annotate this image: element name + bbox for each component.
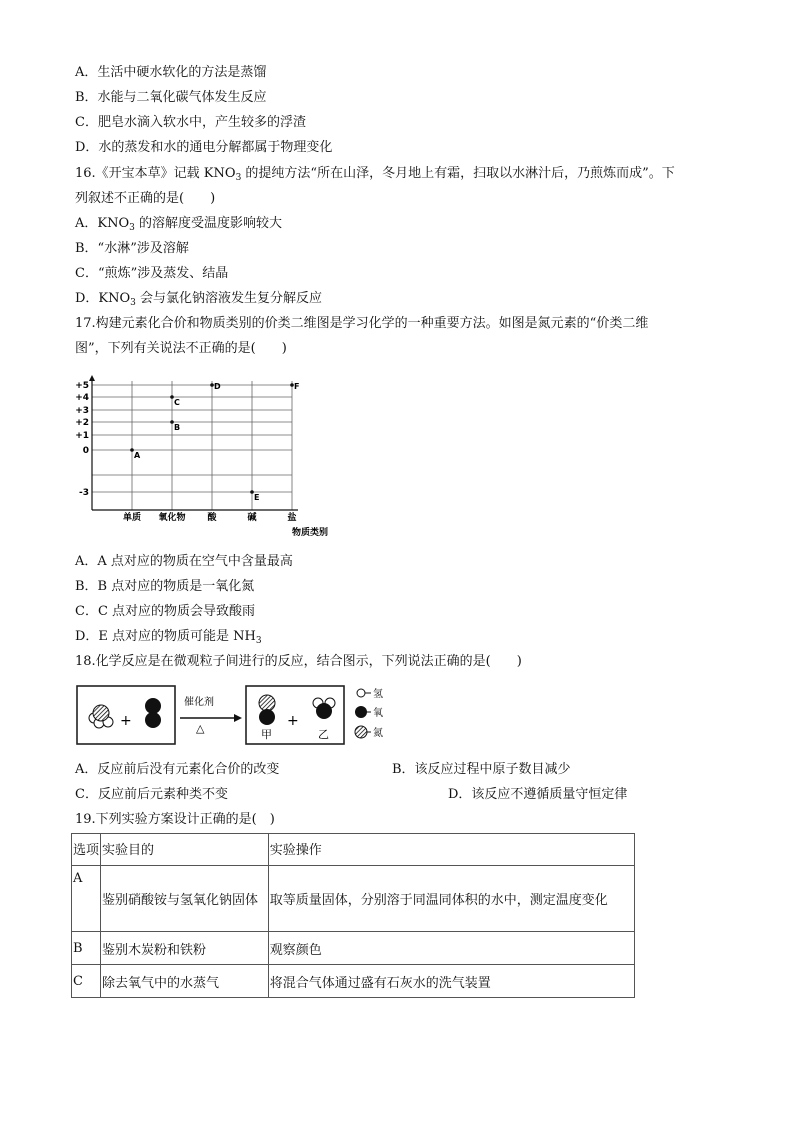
q15-option-b: B．水能与二氧化碳气体发生反应 (75, 90, 267, 105)
row-operation: 将混合气体通过盛有石灰水的洗气装置 (268, 965, 634, 998)
chart-y-tick-label: 0 (82, 446, 89, 456)
chart-category-label: 碱 (247, 513, 257, 523)
q17-option-b: B．B 点对应的物质是一氧化氮 (75, 579, 255, 594)
reactant-molecule-nitrogen-hydrogen (89, 705, 113, 728)
plus-sign-1: + (120, 713, 132, 729)
legend-nitrogen-label: 氮 (373, 728, 383, 739)
chart-category-label: 单质 (122, 513, 142, 523)
experiment-table (71, 833, 635, 998)
chart-category-label: 酸 (207, 513, 217, 523)
chart-point-label: F (294, 382, 300, 391)
q17-stem-line2: 图”，下列有关说法不正确的是( ) (75, 341, 287, 356)
row-operation: 观察颜色 (268, 932, 634, 965)
legend-oxygen-label: 氧 (373, 708, 383, 719)
legend-oxygen-icon (355, 706, 367, 718)
row-operation: 取等质量固体，分别溶于同温同体积的水中，测定温度变化 (268, 866, 634, 932)
q18-option-b: B．该反应过程中原子数目减少 (392, 762, 571, 777)
chart-y-tick-label: -3 (79, 488, 89, 498)
atom-legend (355, 687, 383, 739)
chart-y-tick-label: +3 (75, 406, 89, 416)
q18-option-d: D．该反应不遵循质量守恒定律 (448, 787, 628, 802)
reaction-diagram (74, 680, 404, 750)
table-row (72, 932, 635, 965)
chart-point-label: B (174, 423, 181, 432)
row-goal: 除去氧气中的水蒸气 (100, 965, 268, 998)
q16-stem: 16.《开宝本草》记载 $KNO_3$ 的提纯方法“所在山泽，冬月地上有霜，扫取以水淋汁后，乃煎炼而成”。下 (75, 166, 675, 183)
q17-option-d: D．E 点对应的物质可能是 $NH_3$ (75, 629, 262, 646)
chart-y-tick-label: +1 (75, 431, 89, 441)
table-row (72, 965, 635, 998)
q19-stem: 19.下列实验方案设计正确的是( ) (75, 812, 275, 827)
q18-stem: 18.化学反应是在微观粒子间进行的反应，结合图示，下列说法正确的是( ) (75, 654, 522, 669)
chart-point-label: A (134, 451, 141, 460)
row-option: B (72, 932, 101, 965)
q17-option-a: A．A 点对应的物质在空气中含量最高 (75, 554, 293, 569)
row-option: C (72, 965, 101, 998)
chart-point-label: D (214, 382, 221, 391)
valence-class-chart (70, 375, 340, 545)
q17-stem: 17.构建元素化合价和物质类别的价类二维图是学习化学的一种重要方法。如图是氮元素的“价类二维 (75, 316, 649, 331)
header-operation: 实验操作 (268, 834, 634, 866)
product-molecule-jia (259, 695, 275, 725)
header-option: 选项 (72, 834, 101, 866)
chart-category-label: 盐 (287, 513, 297, 523)
q16-option-b: B．“水淋”涉及溶解 (75, 241, 189, 256)
chart-category-label: 氧化物 (158, 513, 186, 523)
q15-option-c: C．肥皂水滴入软水中，产生较多的浮渣 (75, 115, 306, 130)
product-label-jia: 甲 (261, 728, 272, 741)
q18-option-c: C．反应前后元素种类不变 (75, 787, 228, 802)
q15-option-d: D．水的蒸发和水的通电分解都属于物理变化 (75, 140, 333, 155)
q16-option-d: D．$KNO_3$ 会与氯化钠溶液发生复分解反应 (75, 291, 323, 308)
chart-y-tick-label: +4 (75, 393, 89, 403)
row-goal: 鉴别硝酸铵与氢氧化钠固体 (100, 866, 268, 932)
table-header-row (72, 834, 635, 866)
q15-option-a: A．生活中硬水软化的方法是蒸馏 (75, 65, 267, 80)
legend-hydrogen-label: 氢 (373, 689, 383, 700)
legend-hydrogen-icon (357, 689, 365, 697)
chart-point-label: E (254, 493, 260, 502)
row-goal: 鉴别木炭粉和铁粉 (100, 932, 268, 965)
chart-y-tick-label: +5 (75, 381, 89, 391)
q16-stem-line2: 列叙述不正确的是( ) (75, 191, 216, 206)
reactant-molecule-oxygen (145, 698, 161, 728)
q18-option-a: A．反应前后没有元素化合价的改变 (75, 762, 280, 777)
chart-y-axis-arrow (89, 375, 95, 381)
q17-option-c: C．C 点对应的物质会导致酸雨 (75, 604, 256, 619)
header-goal: 实验目的 (100, 834, 268, 866)
chart-point-label: C (174, 398, 180, 407)
chart-x-axis-label: 物质类别 (292, 528, 329, 538)
product-label-yi: 乙 (318, 728, 329, 741)
table-row (72, 866, 635, 932)
chart-y-tick-label: +2 (75, 418, 89, 428)
plus-sign-2: + (287, 713, 299, 729)
heat-symbol: △ (196, 722, 205, 735)
q16-option-a: A．$KNO_3$ 的溶解度受温度影响较大 (75, 216, 283, 233)
catalyst-label: 催化剂 (184, 697, 214, 708)
q16-option-c: C．“煎炼”涉及蒸发、结晶 (75, 266, 229, 281)
row-option: A (72, 866, 101, 932)
product-molecule-yi (313, 698, 335, 719)
legend-nitrogen-icon (355, 726, 367, 738)
